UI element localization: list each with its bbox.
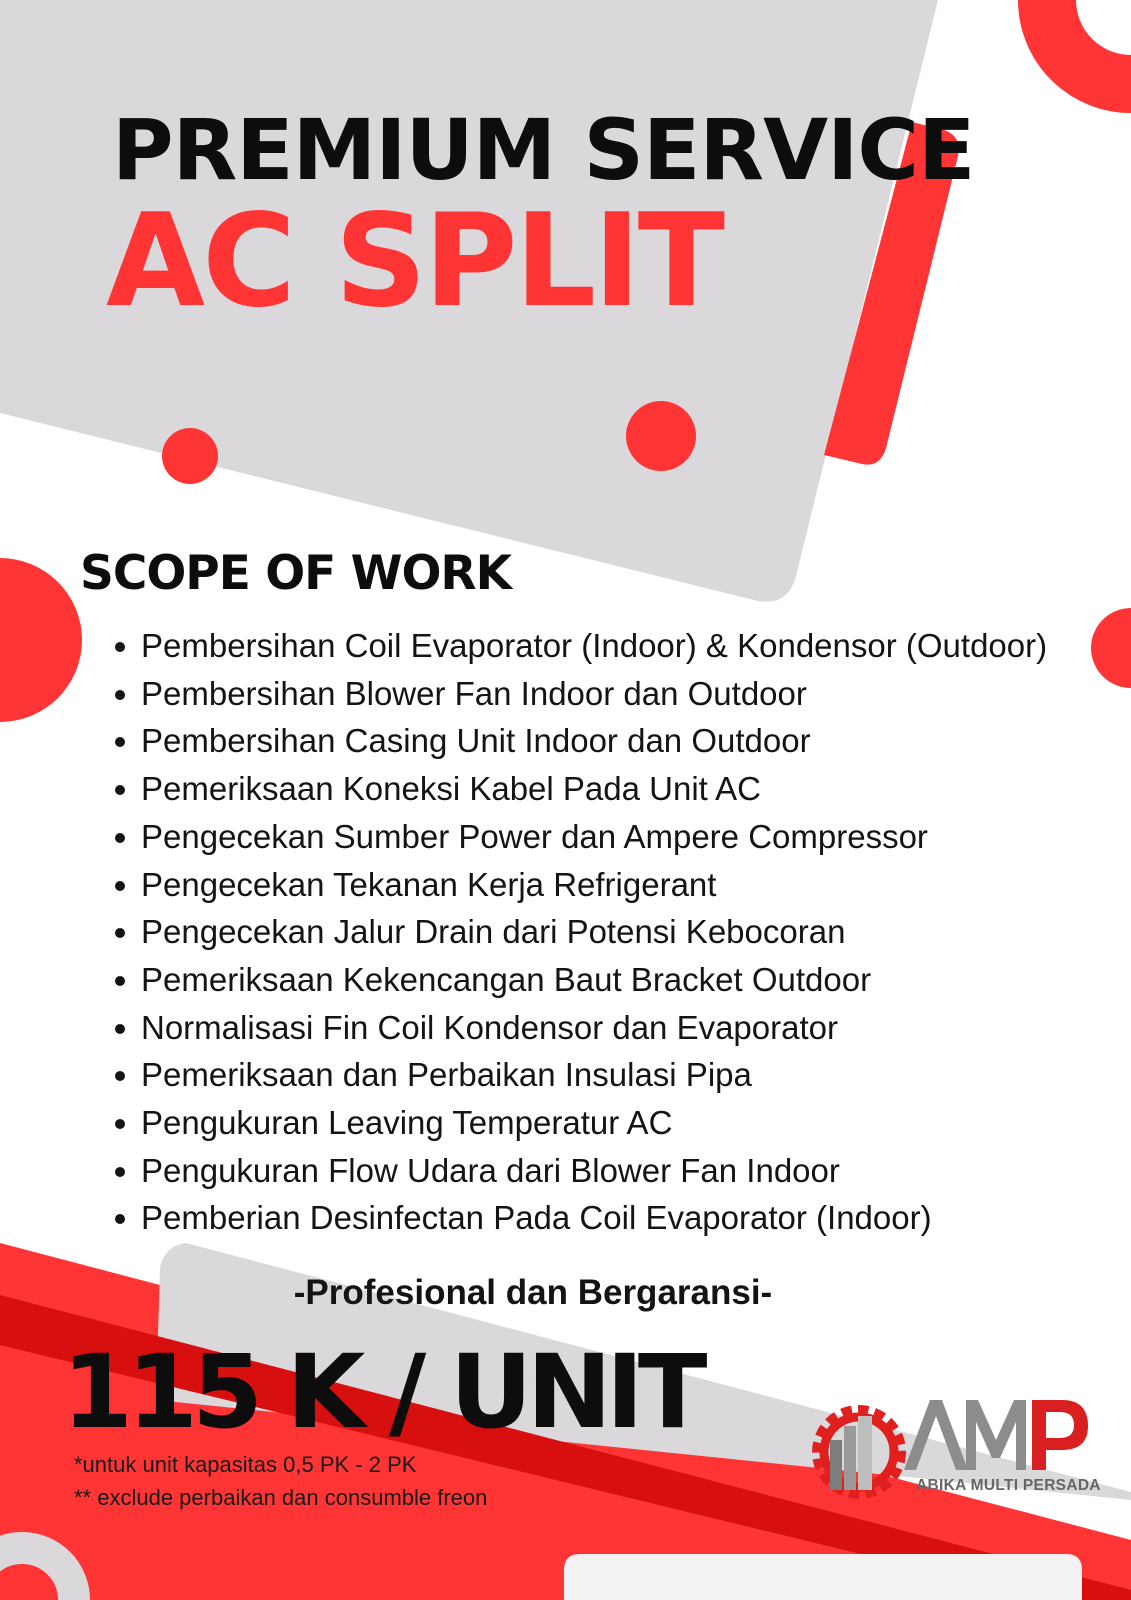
list-item: Pembersihan Casing Unit Indoor dan Outdoor xyxy=(112,717,1122,765)
exclusion-note: ** exclude perbaikan dan consumble freon xyxy=(74,1485,488,1510)
list-item: Normalisasi Fin Coil Kondensor dan Evaporator xyxy=(112,1004,1122,1052)
scope-list xyxy=(112,622,1122,1242)
list-item: Pembersihan Coil Evaporator (Indoor) & Kondensor (Outdoor) xyxy=(112,622,1122,670)
list-item: Pengukuran Flow Udara dari Blower Fan Indoor xyxy=(112,1147,1122,1195)
small-dot-right xyxy=(626,401,696,471)
list-item: Pengukuran Leaving Temperatur AC xyxy=(112,1099,1122,1147)
list-item: Pengecekan Jalur Drain dari Potensi Kebocoran xyxy=(112,908,1122,956)
list-item: Pemeriksaan Kekencangan Baut Bracket Outdoor xyxy=(112,956,1122,1004)
title-premium-service: PREMIUM SERVICE xyxy=(112,101,975,199)
list-item: Pengecekan Sumber Power dan Ampere Compressor xyxy=(112,813,1122,861)
list-item: Pemeriksaan dan Perbaikan Insulasi Pipa xyxy=(112,1051,1122,1099)
letter-a-shape xyxy=(904,1400,968,1470)
scope-heading: SCOPE OF WORK xyxy=(80,546,512,601)
logo-company-name: ABIKA MULTI PERSADA xyxy=(916,1477,1101,1494)
price-label: 115 K / UNIT xyxy=(62,1333,702,1452)
list-item: Pemberian Desinfectan Pada Coil Evaporator (Indoor) xyxy=(112,1194,1122,1242)
capacity-note: *untuk unit kapasitas 0,5 PK - 2 PK xyxy=(74,1452,417,1477)
list-item: Pengecekan Tekanan Kerja Refrigerant xyxy=(112,861,1122,909)
small-dot-left xyxy=(162,428,218,484)
list-item: Pembersihan Blower Fan Indoor dan Outdoor xyxy=(112,670,1122,718)
company-logo xyxy=(806,1400,1101,1500)
letter-m-shape xyxy=(966,1400,1026,1470)
title-ac-split: AC SPLIT xyxy=(106,187,723,336)
list-item: Pemeriksaan Koneksi Kabel Pada Unit AC xyxy=(112,765,1122,813)
bottom-right-panel xyxy=(564,1554,1082,1600)
left-half-circle xyxy=(0,558,82,722)
letter-p-shape xyxy=(1032,1400,1088,1470)
top-right-ring-shape xyxy=(1047,0,1131,84)
tagline: -Profesional dan Bergaransi- xyxy=(293,1273,773,1312)
